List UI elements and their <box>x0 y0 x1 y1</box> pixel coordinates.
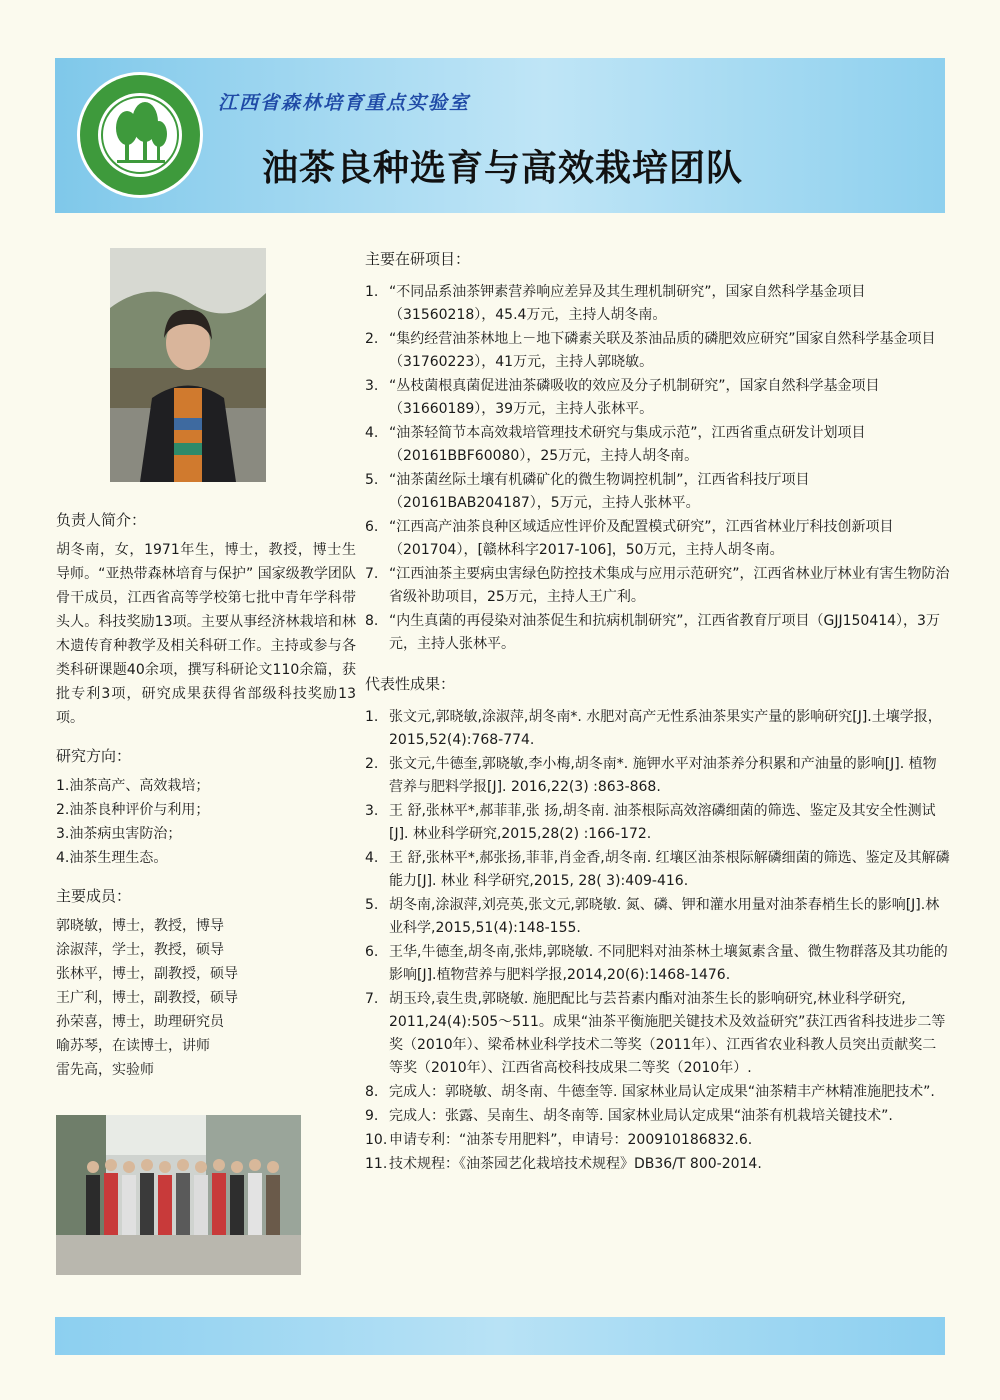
project-item <box>365 469 950 515</box>
item-number: 1. <box>365 284 379 300</box>
item-number: 1. <box>365 709 379 725</box>
member-item: 郭晓敏，博士，教授，博导 <box>56 918 224 934</box>
project-item <box>365 563 950 609</box>
item-number: 7. <box>365 566 379 582</box>
achievement-text: 王 舒,张林平*,郝菲菲,张 扬,胡冬南. 油茶根际高效溶磷细菌的筛选、鉴定及其安全性测试[J]. 林业科学研究,2015,28(2) :166-172. <box>389 803 936 842</box>
item-number: 4. <box>365 850 379 866</box>
project-item <box>365 375 950 421</box>
achievement-text: 胡冬南,涂淑萍,刘亮英,张文元,郭晓敏. 氮、磷、钾和灌水用量对油茶春梢生长的影响[J].林业科学,2015,51(4):148-155. <box>389 897 940 936</box>
project-text: “江西油茶主要病虫害绿色防控技术集成与应用示范研究”，江西省林业厅林业有害生物防治省级补助项目，25万元，主持人王广利。 <box>389 566 950 605</box>
research-title: 研究方向： <box>56 747 132 765</box>
achievement-item <box>365 1153 950 1176</box>
achievement-item <box>365 1105 950 1128</box>
item-number: 3. <box>365 378 379 394</box>
projects-list <box>365 281 950 656</box>
project-text: “油茶轻简节本高效栽培管理技术研究与集成示范”，江西省重点研发计划项目（20161BBF60080），25万元，主持人胡冬南。 <box>389 425 866 464</box>
leader-title: 负责人简介： <box>56 511 147 529</box>
footer-banner <box>55 1317 945 1355</box>
team-group-photo <box>56 1115 301 1275</box>
projects-title: 主要在研项目： <box>365 250 471 268</box>
project-item <box>365 610 950 656</box>
achievement-text: 王 舒,张林平*,郝张扬,菲菲,肖金香,胡冬南. 红壤区油茶根际解磷细菌的筛选、鉴定及其解磷能力[J]. 林业 科学研究,2015, 28( 3):409-416. <box>389 850 950 889</box>
lab-name: 江西省森林培育重点实验室 <box>218 92 471 114</box>
item-number: 2. <box>365 756 379 772</box>
achievement-item <box>365 988 950 1080</box>
achievement-text: 申请专利：“油茶专用肥料”，申请号：200910186832.6. <box>389 1132 753 1148</box>
achievement-item <box>365 706 950 752</box>
project-item <box>365 516 950 562</box>
item-number: 11. <box>365 1156 388 1172</box>
achievement-item <box>365 753 950 799</box>
item-number: 9. <box>365 1108 379 1124</box>
project-text: “不同品系油茶钾素营养响应差异及其生理机制研究”，国家自然科学基金项目（31560218），45.4万元，主持人胡冬南。 <box>389 284 866 323</box>
members-section <box>56 884 356 1082</box>
lab-logo <box>75 70 205 200</box>
item-number: 5. <box>365 472 379 488</box>
page-title: 油茶良种选育与高效栽培团队 <box>262 148 744 189</box>
item-number: 6. <box>365 519 379 535</box>
project-item <box>365 281 950 327</box>
research-item: 1.油茶高产、高效栽培； <box>56 778 210 794</box>
leader-bio: 胡冬南，女，1971年生，博士，教授，博士生导师。“亚热带森林培育与保护” 国家级教学团队骨干成员，江西省高等学校第七批中青年学科带头人。科技奖励13项。主要从事经济林栽培和林木遗传育种教学及相关科研工作。主持或参与各类科研课题40余项，撰写科研论文110余篇，获批专利3项，研究成果获得省部级科技奖励13项。 <box>56 542 356 726</box>
achievement-item <box>365 894 950 940</box>
member-item: 王广利，博士，副教授，硕导 <box>56 990 238 1006</box>
project-item <box>365 422 950 468</box>
item-number: 7. <box>365 991 379 1007</box>
item-number: 8. <box>365 613 379 629</box>
left-column <box>56 508 356 1096</box>
project-text: “油茶菌丝际土壤有机磷矿化的微生物调控机制”，江西省科技厅项目（20161BAB204187），5万元，主持人张林平。 <box>389 472 810 511</box>
member-item: 孙荣喜，博士，助理研究员 <box>56 1014 224 1030</box>
achievement-item <box>365 1129 950 1152</box>
project-text: “内生真菌的再侵染对油茶促生和抗病机制研究”，江西省教育厅项目（GJJ150414），3万元，主持人张林平。 <box>389 613 940 652</box>
achievement-item <box>365 1081 950 1104</box>
achievement-item <box>365 847 950 893</box>
research-item: 3.油茶病虫害防治； <box>56 826 182 842</box>
achievement-item <box>365 800 950 846</box>
achievements-list <box>365 706 950 1176</box>
item-number: 6. <box>365 944 379 960</box>
achievement-text: 张文元,牛德奎,郭晓敏,李小梅,胡冬南*. 施钾水平对油茶养分积累和产油量的影响[J]. 植物营养与肥料学报[J]. 2016,22(3) :863-868. <box>389 756 937 795</box>
item-number: 2. <box>365 331 379 347</box>
research-item: 2.油茶良种评价与利用； <box>56 802 210 818</box>
research-section <box>56 744 356 870</box>
member-item: 张林平，博士，副教授，硕导 <box>56 966 238 982</box>
right-column <box>365 248 950 1177</box>
leader-portrait <box>110 248 266 482</box>
project-text: “丛枝菌根真菌促进油茶磷吸收的效应及分子机制研究”，国家自然科学基金项目（31660189），39万元，主持人张林平。 <box>389 378 880 417</box>
achievements-title: 代表性成果： <box>365 675 456 693</box>
achievement-text: 完成人：郭晓敏、胡冬南、牛德奎等. 国家林业局认定成果“油茶精丰产林精准施肥技术”. <box>389 1084 935 1100</box>
item-number: 3. <box>365 803 379 819</box>
achievement-text: 张文元,郭晓敏,涂淑萍,胡冬南*. 水肥对高产无性系油茶果实产量的影响研究[J].土壤学报，2015,52(4):768-774. <box>389 709 942 748</box>
achievement-text: 技术规程：《油茶园艺化栽培技术规程》DB36/T 800-2014. <box>389 1156 762 1172</box>
leader-section <box>56 508 356 730</box>
member-item: 喻苏琴，在读博士，讲师 <box>56 1038 210 1054</box>
member-item: 涂淑萍，学士，教授，硕导 <box>56 942 224 958</box>
item-number: 4. <box>365 425 379 441</box>
achievement-text: 王华,牛德奎,胡冬南,张炜,郭晓敏. 不同肥料对油茶林土壤氮素含量、微生物群落及其功能的影响[J].植物营养与肥料学报,2014,20(6):1468-1476. <box>389 944 948 983</box>
research-item: 4.油茶生理生态。 <box>56 850 168 866</box>
achievement-text: 完成人：张露、吴南生、胡冬南等. 国家林业局认定成果“油茶有机栽培关键技术”. <box>389 1108 893 1124</box>
item-number: 5. <box>365 897 379 913</box>
project-text: “江西高产油茶良种区域适应性评价及配置模式研究”，江西省林业厅科技创新项目（201704），[赣林科字2017-106]，50万元，主持人胡冬南。 <box>389 519 894 558</box>
member-item: 雷先高，实验师 <box>56 1062 154 1078</box>
achievement-item <box>365 941 950 987</box>
item-number: 10. <box>365 1132 388 1148</box>
members-title: 主要成员： <box>56 887 132 905</box>
project-text: “集约经营油茶林地上－地下磷素关联及茶油品质的磷肥效应研究”国家自然科学基金项目（31760223），41万元，主持人郭晓敏。 <box>389 331 936 370</box>
project-item <box>365 328 950 374</box>
item-number: 8. <box>365 1084 379 1100</box>
achievement-text: 胡玉玲,袁生贵,郭晓敏. 施肥配比与芸苔素内酯对油茶生长的影响研究,林业科学研究, 2011,24(4):505～511。成果“油茶平衡施肥关键技术及效益研究”获江西省科技进步二等奖（2010年）、梁希林业科学技术二等奖（2011年）、江西省农业科教人员突出贡献奖二等奖（2010年）、江西省高校科技成果二等奖（2010年）. <box>389 991 946 1076</box>
